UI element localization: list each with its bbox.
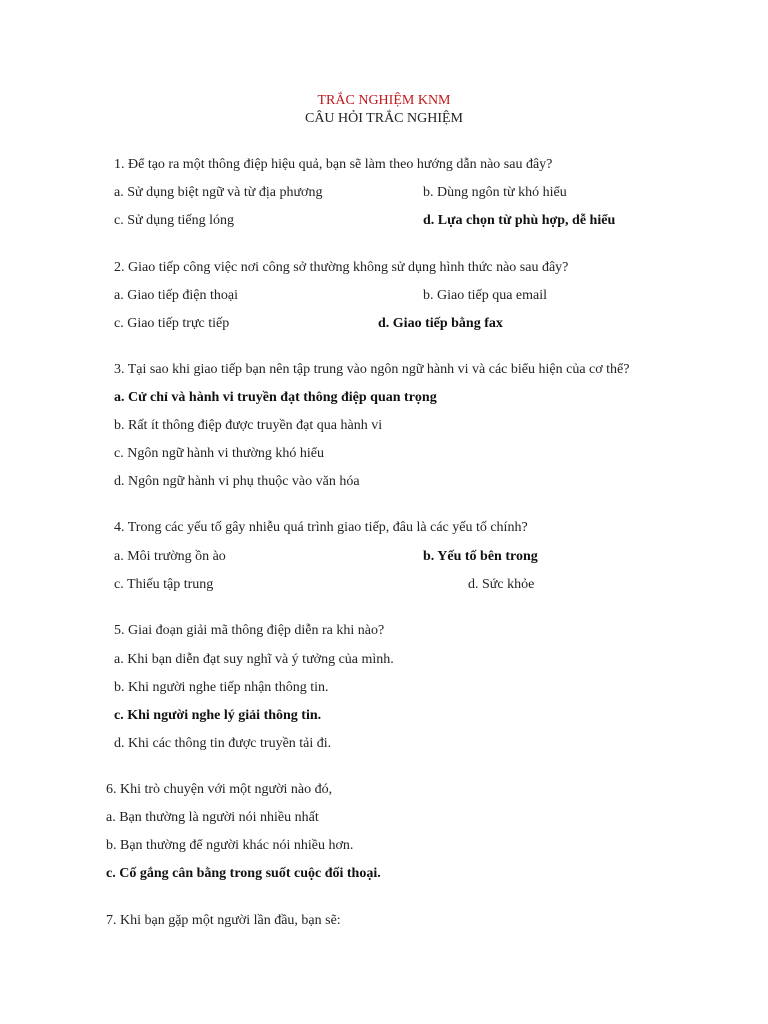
question-1-text: 1. Để tạo ra một thông điệp hiệu quả, bạn sẽ làm theo hướng dẫn nào sau đây? (114, 157, 553, 172)
question-2-option-b: b. Giao tiếp qua email (423, 288, 548, 303)
question-3-option-b: b. Rất ít thông điệp được truyền đạt qua hành vi (114, 418, 383, 433)
question-1-option-a: a. Sử dụng biệt ngữ và từ địa phương (114, 185, 323, 200)
document-subtitle: CÂU HỎI TRẮC NGHIỆM (304, 111, 464, 126)
question-1-option-c: c. Sử dụng tiếng lóng (114, 213, 234, 228)
question-5-option-a: a. Khi bạn diễn đạt suy nghĩ và ý tưởng của mình. (114, 652, 394, 667)
question-5-text: 5. Giai đoạn giải mã thông điệp diễn ra khi nào? (114, 623, 385, 638)
question-7-text: 7. Khi bạn gặp một người lần đầu, bạn sẽ: (106, 913, 341, 928)
question-6-option-c-answer: c. Cố gắng cân bằng trong suốt cuộc đối thoại. (106, 866, 381, 881)
question-6-option-b: b. Bạn thường để người khác nói nhiều hơn. (106, 838, 354, 853)
question-3-text: 3. Tại sao khi giao tiếp bạn nên tập trung vào ngôn ngữ hành vi và các biểu hiện của cơ thể? (114, 362, 630, 377)
question-3-option-a-answer: a. Cử chỉ và hành vi truyền đạt thông điệp quan trọng (114, 390, 437, 405)
question-3-option-c: c. Ngôn ngữ hành vi thường khó hiểu (114, 446, 324, 461)
question-2-option-c: c. Giao tiếp trực tiếp (114, 316, 230, 331)
question-4-option-d: d. Sức khỏe (468, 577, 535, 592)
question-5-option-b: b. Khi người nghe tiếp nhận thông tin. (114, 680, 329, 695)
question-4-option-c: c. Thiếu tập trung (114, 577, 214, 592)
question-4-option-b-answer: b. Yếu tố bên trong (423, 549, 538, 564)
question-2-text: 2. Giao tiếp công việc nơi công sở thường không sử dụng hình thức nào sau đây? (114, 260, 569, 275)
question-1-option-b: b. Dùng ngôn từ khó hiểu (423, 185, 567, 200)
question-2-option-d-answer: d. Giao tiếp bằng fax (378, 316, 503, 331)
question-6-text: 6. Khi trò chuyện với một người nào đó, (106, 782, 333, 797)
question-1-option-d-answer: d. Lựa chọn từ phù hợp, dễ hiểu (423, 213, 616, 228)
question-5-option-c-answer: c. Khi người nghe lý giải thông tin. (114, 708, 322, 723)
question-5-option-d: d. Khi các thông tin được truyền tải đi. (114, 736, 332, 751)
question-6-option-a: a. Bạn thường là người nói nhiều nhất (106, 810, 319, 825)
question-4-option-a: a. Môi trường ồn ào (114, 549, 226, 564)
question-3-option-d: d. Ngôn ngữ hành vi phụ thuộc vào văn hóa (114, 474, 360, 489)
document-title: TRẮC NGHIỆM KNM (317, 93, 451, 108)
question-4-text: 4. Trong các yếu tố gây nhiễu quá trình giao tiếp, đâu là các yếu tố chính? (114, 520, 528, 535)
question-2-option-a: a. Giao tiếp điện thoại (114, 288, 239, 303)
